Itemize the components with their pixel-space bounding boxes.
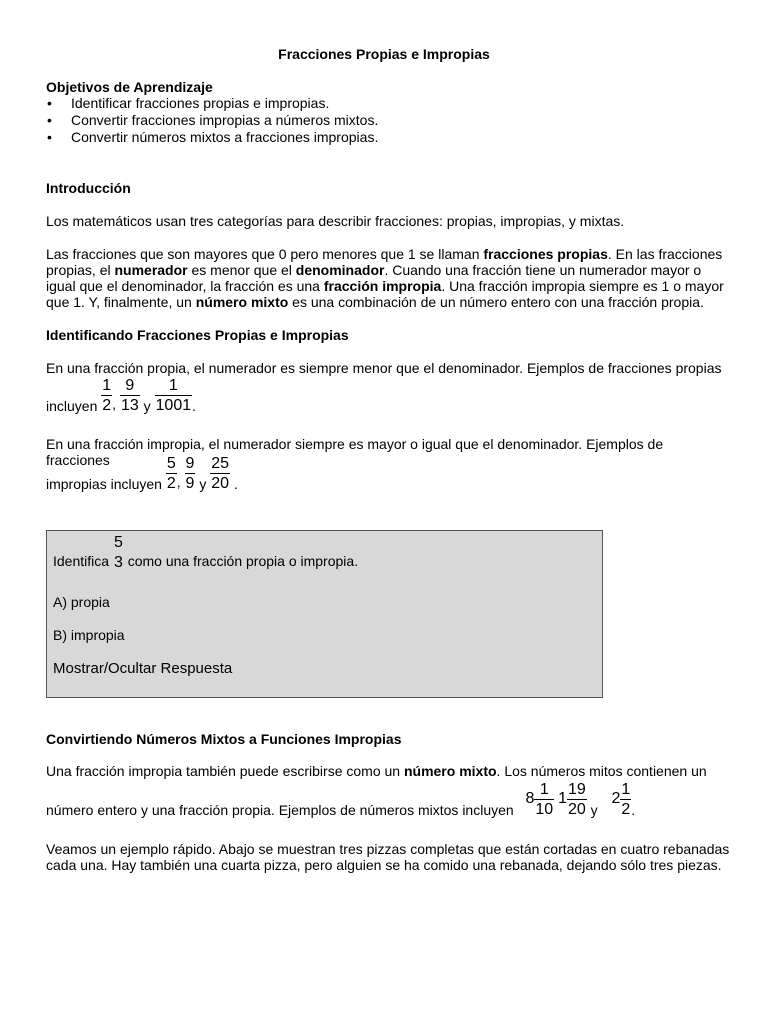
identifying-heading: Identificando Fracciones Propias e Impropias bbox=[46, 327, 349, 343]
quiz-box bbox=[46, 530, 603, 698]
fraction: $\frac{1}{2}$ bbox=[102, 377, 112, 414]
fraction: $\frac{25}{20}$ bbox=[211, 455, 230, 492]
quiz-option-a[interactable]: A) propia bbox=[53, 594, 110, 610]
quiz-question: Identifica 5 3 como una fracción propia o impropia. bbox=[53, 534, 359, 571]
fraction: $\frac{9}{9}$ bbox=[185, 455, 195, 492]
page-title: Fracciones Propias e Impropias bbox=[278, 46, 490, 62]
mixed-number: 2 $\frac{1}{2}$ bbox=[611, 781, 631, 818]
objectives-list bbox=[46, 95, 378, 146]
mixed-examples-row: número entero y una fracción propia. Ejemplos de números mixtos incluyen 8 $\frac{1}{10}$ 1 $\frac{19}{20}$ y 2 $\frac{1}{2}$ . bbox=[46, 781, 636, 819]
improper-fractions-text: En una fracción impropia, el numerador siempre es mayor o igual que el denominador. Ejemplos de fracciones bbox=[46, 436, 664, 468]
intro-heading: Introducción bbox=[46, 180, 131, 196]
term-denominator: denominador bbox=[295, 262, 385, 278]
mixed-number: 1 $\frac{19}{20}$ bbox=[558, 781, 586, 818]
list-item: • Convertir fracciones impropias a números mixtos. bbox=[46, 112, 378, 129]
improper-examples-row: impropias incluyen $\frac{5}{2}$ , $\frac{9}{9}$ y $\frac{25}{20}$ . bbox=[46, 455, 238, 493]
fraction: 5 3 bbox=[113, 534, 123, 571]
term-improper-fraction: fracción impropia bbox=[323, 278, 442, 294]
toggle-answer-button[interactable]: Mostrar/Ocultar Respuesta bbox=[53, 660, 233, 677]
objectives-heading: Objetivos de Aprendizaje bbox=[46, 79, 213, 95]
term-proper-fractions: fracciones propias bbox=[483, 246, 608, 262]
quiz-option-b[interactable]: B) impropia bbox=[53, 627, 125, 643]
intro-paragraph-1: Los matemáticos usan tres categorías para describir fracciones: propias, impropias, y mixtas. bbox=[46, 213, 625, 229]
term-mixed-number: número mixto bbox=[195, 294, 289, 310]
intro-paragraph-2: Las fracciones que son mayores que 0 pero menores que 1 se llaman fracciones propias. En las fracciones propias, el numerador es menor que el denominador. Cuando una fracción tiene un numerador mayor o igual que el denominador, la fracción es una fracción impropia. Una fracción impropia siempre es 1 o mayor que 1. Y, finalmente, un número mixto es una combinación de un número entero con una fracción propia. bbox=[46, 246, 724, 310]
fraction: $\frac{5}{2}$ bbox=[166, 455, 176, 492]
list-item: • Identificar fracciones propias e impropias. bbox=[46, 95, 378, 112]
converting-heading: Convirtiendo Números Mixtos a Funciones Impropias bbox=[46, 731, 402, 747]
converting-paragraph-2: Veamos un ejemplo rápido. Abajo se muestran tres pizzas completas que están cortadas en cuatro rebanadas cada una. Hay también una cuarta pizza, pero alguien se ha comido una rebanada, dejando sólo tres piezas. bbox=[46, 841, 730, 873]
fraction: $\frac{9}{13}$ bbox=[120, 377, 139, 414]
proper-fractions-text: En una fracción propia, el numerador es siempre menor que el denominador. Ejemplos de fracciones propias bbox=[46, 360, 722, 376]
mixed-number: 8 $\frac{1}{10}$ bbox=[525, 781, 554, 818]
term-numerator: numerador bbox=[114, 262, 188, 278]
converting-paragraph-1: Una fracción impropia también puede escribirse como un número mixto. Los números mitos contienen un bbox=[46, 763, 707, 779]
fraction: $\frac{1}{1001}$ bbox=[155, 377, 192, 414]
proper-examples-row: incluyen $\frac{1}{2}$ , $\frac{9}{13}$ y $\frac{1}{1001}$ . bbox=[46, 377, 197, 415]
list-item: • Convertir números mixtos a fracciones impropias. bbox=[46, 129, 378, 146]
term-mixed-number: número mixto bbox=[403, 763, 497, 779]
